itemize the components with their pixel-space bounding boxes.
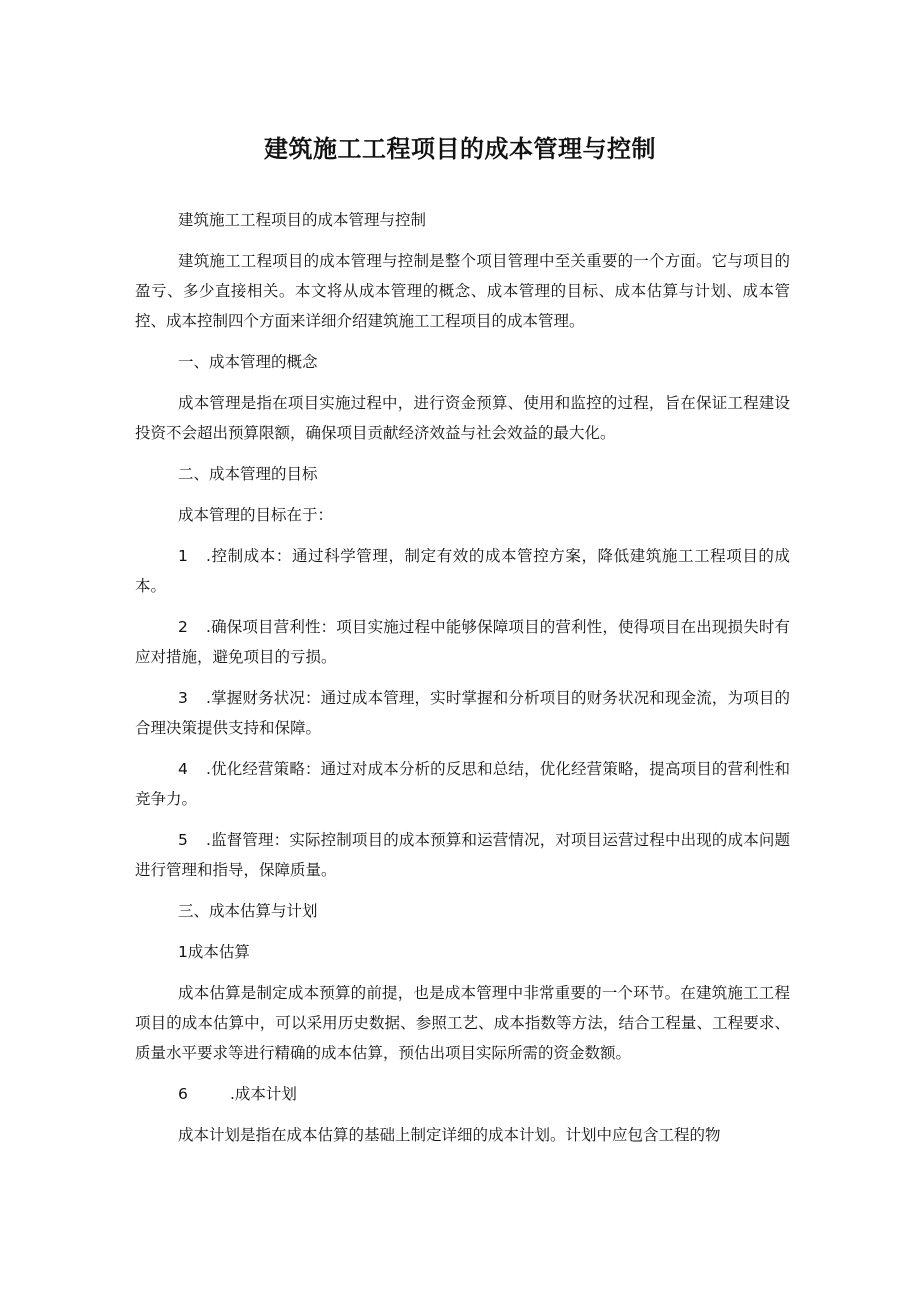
- section-heading-3: 三、成本估算与计划: [178, 902, 318, 920]
- list-item-goal-5: [135, 825, 790, 885]
- paragraph-plan: 成本计划是指在成本估算的基础上制定详细的成本计划。计划中应包含工程的物: [178, 1126, 721, 1144]
- document-title: 建筑施工工程项目的成本管理与控制: [264, 135, 656, 163]
- list-item-number: 5: [178, 831, 188, 849]
- list-item-number: 6: [178, 1085, 188, 1103]
- paragraph-subtitle: 建筑施工工程项目的成本管理与控制: [178, 211, 427, 229]
- paragraph-intro: 建筑施工工程项目的成本管理与控制是整个项目管理中至关重要的一个方面。它与项目的盈亏、多少直接相关。本文将从成本管理的概念、成本管理的目标、成本估算与计划、成本管控、成本控制四个方面来详细介绍建筑施工工程项目的成本管理。: [135, 252, 790, 330]
- list-item-text: .监督管理：实际控制项目的成本预算和运营情况，对项目运营过程中出现的成本问题进行管理和指导，保障质量。: [135, 831, 790, 879]
- list-item-text: .控制成本：通过科学管理，制定有效的成本管控方案，降低建筑施工工程项目的成本。: [135, 547, 790, 595]
- list-item-number: 4: [178, 760, 188, 778]
- paragraph-estimate: 成本估算是制定成本预算的前提，也是成本管理中非常重要的一个环节。在建筑施工工程项目的成本估算中，可以采用历史数据、参照工艺、成本指数等方法，结合工程量、工程要求、质量水平要求等进行精确的成本估算，预估出项目实际所需的资金数额。: [135, 984, 790, 1062]
- document-body: [135, 205, 790, 1161]
- list-item-goal-2: [135, 612, 790, 672]
- list-item-text: .成本计划: [230, 1085, 297, 1103]
- paragraph-goal-intro: 成本管理的目标在于：: [178, 506, 334, 524]
- list-item-text: .确保项目营利性：项目实施过程中能够保障项目的营利性，使得项目在出现损失时有应对措施，避免项目的亏损。: [135, 618, 790, 666]
- list-item-goal-3: [135, 683, 790, 743]
- list-item-goal-1: [135, 541, 790, 601]
- subsection-heading-plan: [135, 1079, 790, 1109]
- section-heading-1: 一、成本管理的概念: [178, 353, 318, 371]
- section-heading-2: 二、成本管理的目标: [178, 465, 318, 483]
- list-item-text: .掌握财务状况：通过成本管理，实时掌握和分析项目的财务状况和现金流，为项目的合理决策提供支持和保障。: [135, 689, 790, 737]
- list-item-number: 1: [178, 547, 188, 565]
- paragraph-concept: 成本管理是指在项目实施过程中，进行资金预算、使用和监控的过程，旨在保证工程建设投资不会超出预算限额，确保项目贡献经济效益与社会效益的最大化。: [135, 394, 790, 442]
- subsection-heading-estimate: 1成本估算: [178, 943, 250, 961]
- list-item-text: .优化经营策略：通过对成本分析的反思和总结，优化经营策略，提高项目的营利性和竞争力。: [135, 760, 790, 808]
- list-item-number: 3: [178, 689, 188, 707]
- list-item-goal-4: [135, 754, 790, 814]
- list-item-number: 2: [178, 618, 188, 636]
